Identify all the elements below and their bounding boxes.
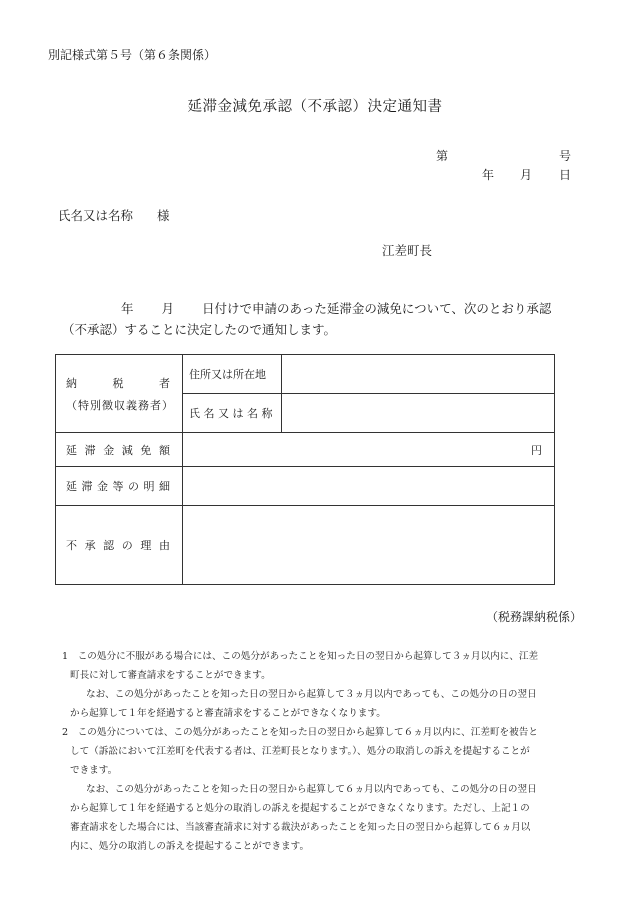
note-2-line7: 内に、処分の取消しの訴えを提起することができます。 — [70, 841, 310, 852]
address-label: 住所又は所在地 — [183, 355, 282, 394]
note-2-line4: なお、この処分があったことを知った日の翌日から起算して６ヵ月以内であっても、この処分の日の翌日 — [86, 784, 537, 795]
detail-field[interactable] — [183, 467, 555, 506]
name-field[interactable] — [282, 394, 555, 433]
address-field[interactable] — [282, 355, 555, 394]
date-year-label: 年 — [482, 168, 495, 182]
reason-label-cell — [56, 506, 183, 585]
taxpayer-label-cell — [56, 355, 183, 433]
department-label: （税務課納税係） — [486, 610, 583, 624]
form-label: 別記様式第５号（第６条関係） — [48, 48, 217, 62]
document-number-suffix: 号 — [559, 149, 572, 163]
note-1-line3: なお、この処分があったことを知った日の翌日から起算して３ヵ月以内であっても、この処分の日の翌日 — [86, 689, 537, 700]
body-month-label: 月 — [161, 301, 175, 316]
date-month-label: 月 — [520, 168, 533, 182]
body-text-line2: （不承認）することに決定したので通知します。 — [62, 322, 337, 337]
taxpayer-label: 納 税 者 — [66, 376, 170, 390]
note-2-line6: 審査請求をした場合には、当該審査請求に対する裁決があったことを知った日の翌日から起算して６ヵ月以 — [70, 822, 531, 833]
note-1-line2: 町長に対して審査請求をすることができます。 — [70, 670, 271, 681]
name-label: 氏 名 又 は 名 称 — [183, 394, 282, 433]
body-text-line1 — [121, 299, 551, 317]
yen-unit: 円 — [531, 443, 542, 457]
addressee-label: 氏名又は名称 — [58, 208, 134, 223]
date-day-label: 日 — [559, 168, 572, 182]
note-1-line4: から起算して１年を経過すると審査請求をすることができなくなります。 — [70, 708, 386, 719]
reduction-amount-label-cell — [56, 433, 183, 467]
document-title: 延滞金減免承認（不承認）決定通知書 — [187, 99, 443, 115]
note-2-line3: できます。 — [70, 765, 118, 776]
reason-field[interactable] — [183, 506, 555, 585]
note-2-line1: 2 この処分については、この処分があったことを知った日の翌日から起算して６ヵ月以内に、江差町を被告と — [62, 727, 538, 738]
detail-label-cell — [56, 467, 183, 506]
taxpayer-sublabel: （特別徴収義務者） — [66, 398, 174, 412]
reduction-amount-label: 延 滞 金 減 免 額 — [66, 443, 170, 457]
reason-label: 不 承 認 の 理 由 — [66, 539, 170, 552]
detail-label: 延 滞 金 等 の 明 細 — [66, 480, 170, 493]
body-text-main: 日付けで申請のあった延滞金の減免について、次のとおり承認 — [202, 301, 552, 316]
issuer-name: 江差町長 — [382, 243, 433, 258]
body-year-label: 年 — [121, 301, 134, 316]
note-2-line5: から起算して１年を経過すると処分の取消しの訴えを提起することができなくなります。ただし、上記１の — [70, 803, 530, 814]
reduction-amount-field[interactable] — [183, 433, 555, 467]
decision-table — [55, 354, 555, 585]
document-number-prefix: 第 — [436, 149, 449, 163]
addressee-honorific: 様 — [157, 208, 170, 223]
note-1-line1: 1 この処分に不服がある場合には、この処分があったことを知った日の翌日から起算して３ヵ月以内に、江差 — [62, 651, 539, 662]
note-2-line2: して（訴訟において江差町を代表する者は、江差町長となります。）、処分の取消しの訴えを提起することが — [70, 746, 530, 757]
